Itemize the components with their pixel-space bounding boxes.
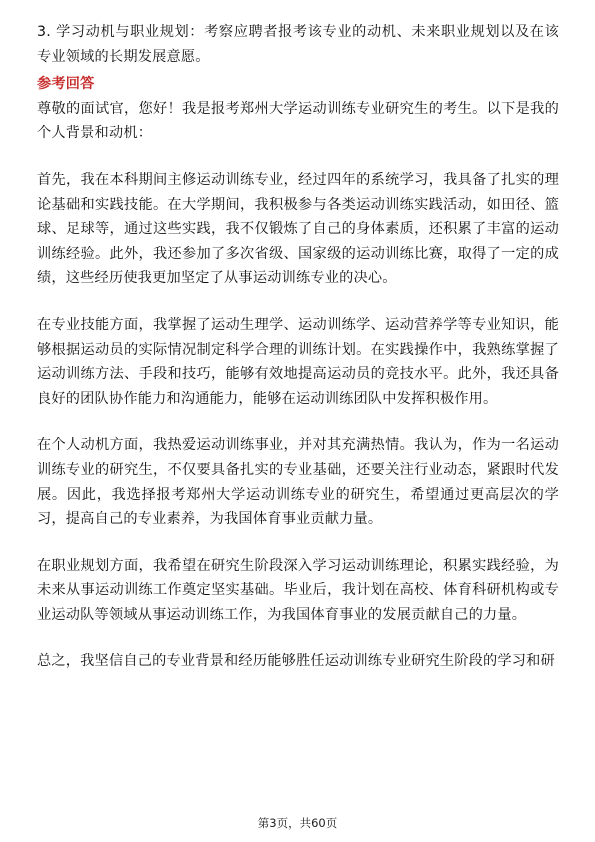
answer-paragraph: 首先，我在本科期间主修运动训练专业，经过四年的系统学习，我具备了扎实的理论基础和实践技能。在大学期间，我积极参与各类运动训练实践活动，如田径、篮球、足球等，通过这些实践，我不仅锻炼了自己的身体素质，还积累了丰富的运动训练经验。此外，我还参加了多次省级、国家级的运动训练比赛，取得了一定的成绩，这些经历使我更加坚定了从事运动训练专业的决心。 [37,171,559,287]
answer-paragraph: 在职业规划方面，我希望在研究生阶段深入学习运动训练理论，积累实践经验，为未来从事运动训练工作奠定坚实基础。毕业后，我计划在高校、体育科研机构或专业运动队等领域从事运动训练工作，为我国体育事业的发展贡献自己的力量。 [37,557,559,623]
answer-heading: 参考回答 [37,76,95,93]
answer-intro: 尊敬的面试官，您好！我是报考郑州大学运动训练专业研究生的考生。以下是我的个人背景和动机： [37,100,559,142]
answer-paragraph: 在个人动机方面，我热爱运动训练事业，并对其充满热情。我认为，作为一名运动训练专业的研究生，不仅要具备扎实的专业基础，还要关注行业动态，紧跟时代发展。因此，我选择报考郑州大学运动训练专业的研究生，希望通过更高层次的学习，提高自己的专业素养，为我国体育事业贡献力量。 [37,437,559,528]
answer-paragraph: 总之，我坚信自己的专业背景和经历能够胜任运动训练专业研究生阶段的学习和研 [37,653,555,670]
question-point-3: 3. 学习动机与职业规划：考察应聘者报考该专业的动机、未来职业规划以及在该专业领域的长期发展意愿。 [37,24,559,65]
document-body [37,20,559,674]
page-footer: 第3页，共60页 [257,816,338,830]
answer-paragraph: 在专业技能方面，我掌握了运动生理学、运动训练学、运动营养学等专业知识，能够根据运动员的实际情况制定科学合理的训练计划。在实践操作中，我熟练掌握了运动训练方法、手段和技巧，能够有效地提高运动员的竞技水平。此外，我还具备良好的团队协作能力和沟通能力，能够在运动训练团队中发挥积极作用。 [37,316,559,407]
